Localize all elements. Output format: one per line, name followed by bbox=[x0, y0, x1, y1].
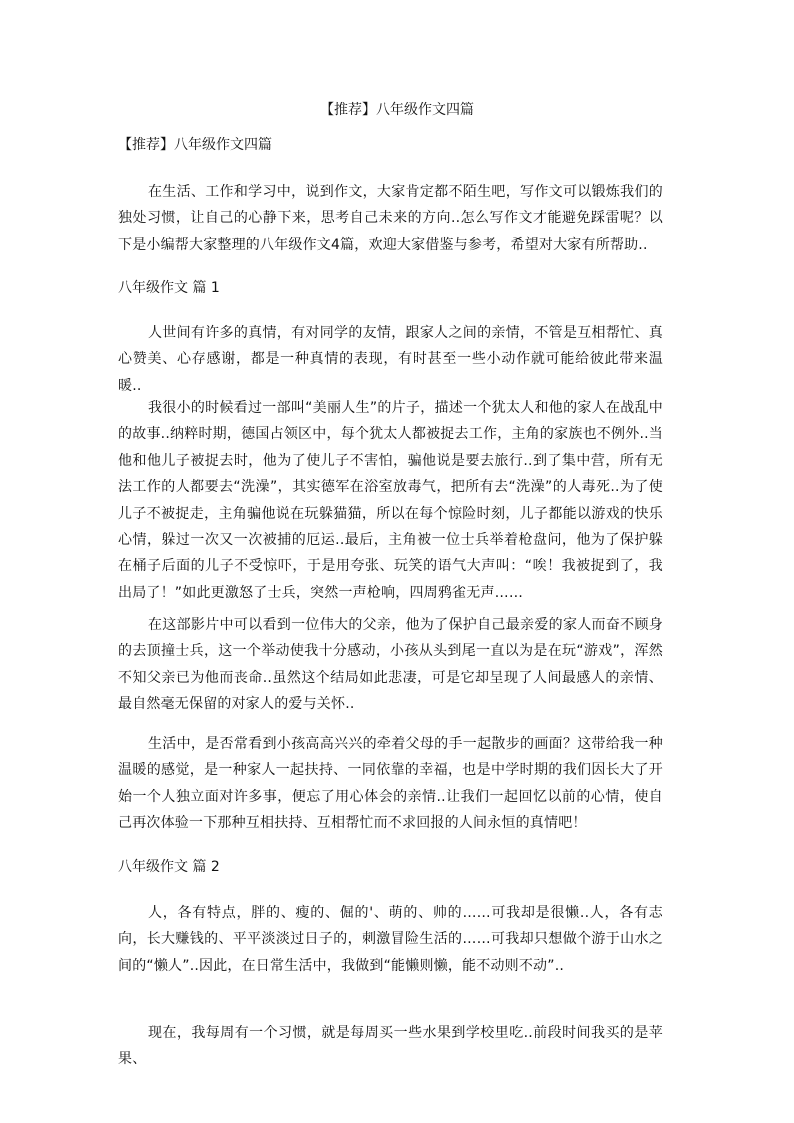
section-1-heading: 八年级作文 篇 1 bbox=[118, 280, 220, 296]
section-1-paragraph-4: 生活中，是否常看到小孩高高兴兴的牵着父母的手一起散步的画面？这带给我一种温暖的感觉，是一种家人一起扶持、一同依靠的幸福，也是中学时期的我们因长大了开始一个人独立面对许多事，便忘了用心体会的亲情..让我们一起回忆以前的心情，使自己再次体验一下那种互相扶持、互相帮忙而不求回报的人间永恒的真情吧！ bbox=[118, 736, 663, 832]
document-title: 【推荐】八年级作文四篇 bbox=[320, 102, 474, 118]
section-1-paragraph-1: 人世间有许多的真情，有对同学的友情，跟家人之间的亲情，不管是互相帮忙、真心赞美、心存感谢，都是一种真情的表现，有时甚至一些小动作就可能给彼此带来温暖.. bbox=[118, 325, 663, 394]
section-2-paragraph-1: 人，各有特点，胖的、瘦的、倔的'、萌的、帅的……可我却是很懒..人，各有志向，长大赚钱的、平平淡淡过日子的，刺激冒险生活的……可我却只想做个游于山水之间的“懒人”..因此，在日常生活中，我做到“能懒则懒，能不动则不动”.. bbox=[118, 905, 663, 974]
section-2-heading: 八年级作文 篇 2 bbox=[118, 859, 220, 875]
section-2-paragraph-2: 现在，我每周有一个习惯，就是每周买一些水果到学校里吃..前段时间我买的是苹果、 bbox=[118, 1025, 663, 1068]
intro-paragraph: 在生活、工作和学习中，说到作文，大家肯定都不陌生吧，写作文可以锻炼我们的独处习惯，让自己的心静下来，思考自己未来的方向..怎么写作文才能避免踩雷呢？以下是小编帮大家整理的八年级作文4篇，欢迎大家借鉴与参考，希望对大家有所帮助.. bbox=[118, 184, 663, 253]
document-subtitle: 【推荐】八年级作文四篇 bbox=[118, 137, 272, 153]
section-1-paragraph-2: 我很小的时候看过一部叫“美丽人生”的片子，描述一个犹太人和他的家人在战乱中的故事..纳粹时期，德国占领区中，每个犹太人都被捉去工作，主角的家族也不例外..当他和他儿子被捉去时，他为了使儿子不害怕，骗他说是要去旅行..到了集中营，所有无法工作的人都要去“洗澡”，其实德军在浴室放毒气，把所有去“洗澡”的人毒死..为了使儿子不被捉走，主角骗他说在玩躲猫猫，所以在每个惊险时刻，儿子都能以游戏的快乐心情，躲过一次又一次被捕的厄运..最后，主角被一位士兵举着枪盘问，他为了保护躲在桶子后面的儿子不受惊吓，于是用夸张、玩笑的语气大声叫：“唉！我被捉到了，我出局了！”如此更激怒了士兵，突然一声枪响，四周鸦雀无声…… bbox=[118, 400, 663, 601]
section-1-paragraph-3: 在这部影片中可以看到一位伟大的父亲，他为了保护自己最亲爱的家人而奋不顾身的去顶撞士兵，这一个举动使我十分感动，小孩从头到尾一直以为是在玩“游戏”，浑然不知父亲已为他而丧命..虽然这个结局如此悲凄，可是它却呈现了人间最感人的亲情、最自然毫无保留的对家人的爱与关怀.. bbox=[118, 617, 663, 713]
